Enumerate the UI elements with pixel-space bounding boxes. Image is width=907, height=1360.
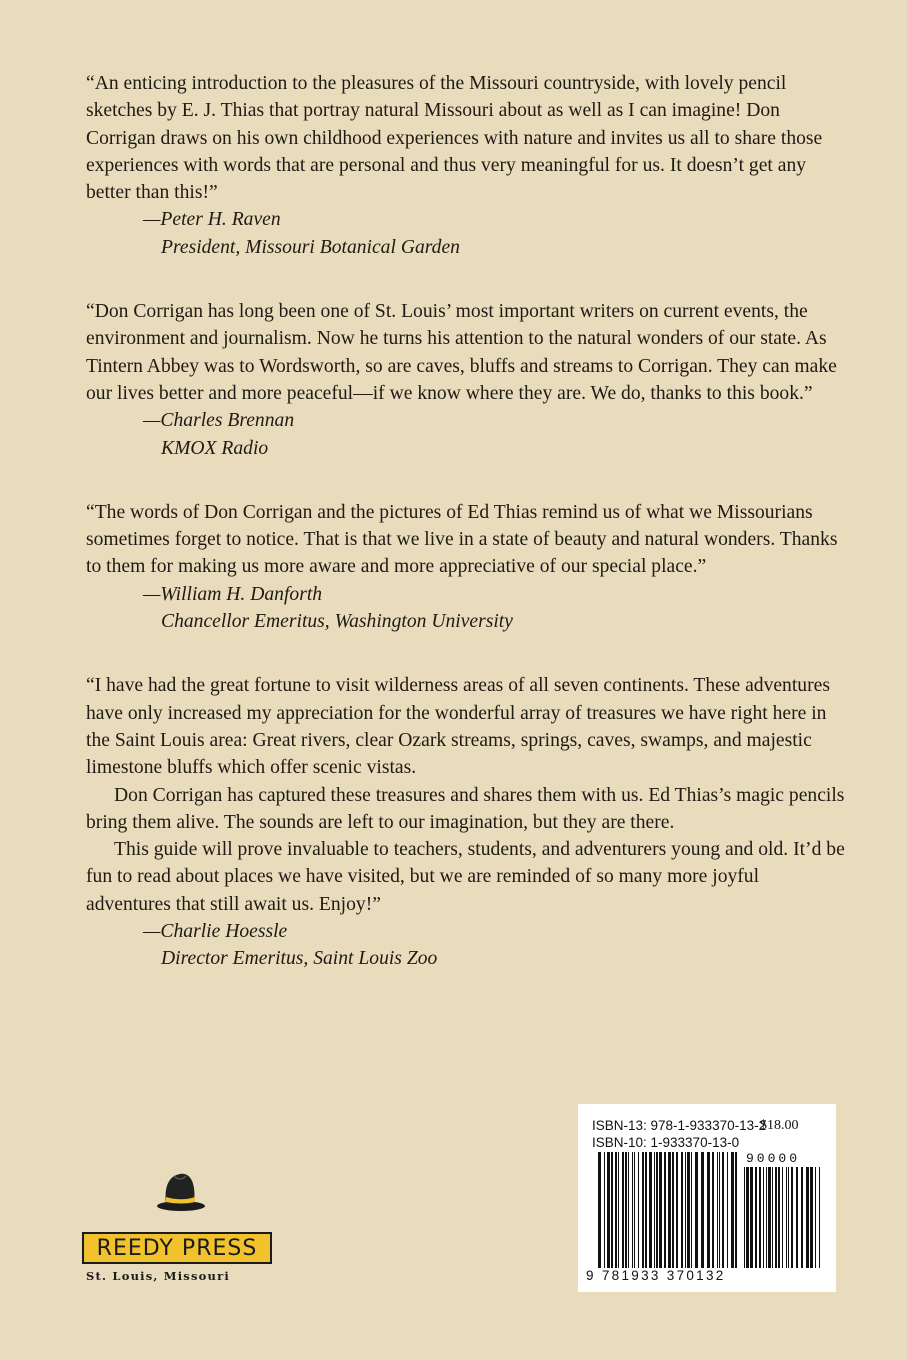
- barcode-bar: [796, 1167, 798, 1268]
- barcode-bar: [782, 1167, 783, 1268]
- barcode-bar: [712, 1152, 714, 1268]
- blurb-danforth: [86, 499, 846, 635]
- barcode-bar: [695, 1152, 698, 1268]
- barcode-bar: [672, 1152, 674, 1268]
- blurb-raven: [86, 70, 846, 261]
- barcode-bar: [768, 1167, 771, 1268]
- price: $18.00: [760, 1118, 799, 1133]
- barcode-bar: [598, 1152, 601, 1268]
- barcode-bar: [763, 1167, 764, 1268]
- barcode-bar: [659, 1152, 662, 1268]
- barcode-bar: [604, 1152, 605, 1268]
- barcode-bar: [615, 1152, 617, 1268]
- barcode-bar: [618, 1152, 619, 1268]
- barcode-bar: [622, 1152, 624, 1268]
- barcode-bar: [819, 1167, 820, 1268]
- blurb-text: “I have had the great fortune to visit wilderness areas of all seven continents. These adventures have only increased my appreciation for the wonderful array of treasures we have right here in the Saint Louis area: Great rivers, clear Ozark streams, springs, caves, swamps, and majestic limestone bluffs which offer scenic vistas.: [86, 675, 830, 779]
- barcode-bar: [727, 1152, 728, 1268]
- blurb-author-title: Director Emeritus, Saint Louis Zoo: [161, 948, 438, 970]
- barcode-bar: [607, 1152, 610, 1268]
- barcode-bar: [649, 1152, 652, 1268]
- blurb-author: —William H. Danforth: [143, 583, 323, 605]
- barcode-bar: [744, 1167, 745, 1268]
- barcode-bar: [717, 1152, 718, 1268]
- blurb-author: —Charles Brennan: [143, 410, 295, 432]
- blurb-author: —Charlie Hoessle: [143, 921, 288, 943]
- barcode-bar: [668, 1152, 671, 1268]
- barcode-bar: [634, 1152, 635, 1268]
- barcode-bar: [628, 1152, 629, 1268]
- barcode-bar: [645, 1152, 647, 1268]
- barcode-bar: [801, 1167, 803, 1268]
- blurb-text: Don Corrigan has captured these treasures and shares them with us. Ed Thias’s magic pencils bring them alive. The sounds are left to our imagination, but they are there.: [86, 784, 845, 833]
- barcode-bar: [750, 1167, 753, 1268]
- barcode-bar: [681, 1152, 683, 1268]
- barcode-bar: [676, 1152, 678, 1268]
- blurb-text: “The words of Don Corrigan and the pictures of Ed Thias remind us of what we Missourians sometimes forget to notice. That is that we live in a state of beauty and natural wonders. Thanks to them for making us more aware and more appreciative of our special place.”: [86, 501, 838, 578]
- barcode-bar: [746, 1167, 749, 1268]
- barcode-bar: [654, 1152, 655, 1268]
- blurb-hoessle: [86, 672, 846, 972]
- ean-barcode: [598, 1152, 738, 1268]
- barcode-bar: [755, 1167, 757, 1268]
- barcode-bar: [701, 1152, 704, 1268]
- publisher-logo: [82, 1168, 282, 1288]
- addon-number: 90000: [746, 1151, 801, 1166]
- blurbs: [86, 70, 846, 1010]
- publisher-location: St. Louis, Missouri: [86, 1269, 230, 1283]
- barcode-bar: [691, 1152, 692, 1268]
- blurb-author: —Peter H. Raven: [143, 209, 281, 231]
- isbn-13: ISBN-13: 978-1-933370-13-2: [592, 1118, 767, 1133]
- addon-barcode: [744, 1167, 824, 1268]
- barcode-bar: [707, 1152, 710, 1268]
- barcode-bar: [775, 1167, 777, 1268]
- barcode-bar: [735, 1152, 737, 1268]
- isbn-10: ISBN-10: 1-933370-13-0: [592, 1135, 740, 1150]
- barcode-bar: [786, 1167, 787, 1268]
- barcode-bar: [687, 1152, 690, 1268]
- barcode-bar: [685, 1152, 686, 1268]
- blurb-author-title: President, Missouri Botanical Garden: [161, 236, 460, 258]
- barcode-bar: [759, 1167, 761, 1268]
- publisher-name: REEDY PRESS: [96, 1235, 258, 1261]
- barcode-bar: [788, 1167, 789, 1268]
- blurb-text: “Don Corrigan has long been one of St. Louis’ most important writers on current events, the environment and journalism. Now he turns his attention to the natural wonders of our state. As Tintern Abbey was to Wordsworth, so are caves, bluffs and streams to Corrigan. They can make our lives better and more peaceful—if we know where they are. We do, thanks to this book.”: [86, 301, 837, 404]
- blurb-author-title: Chancellor Emeritus, Washington University: [161, 611, 513, 633]
- hat-icon: [152, 1168, 208, 1212]
- blurb-author-title: KMOX Radio: [161, 437, 269, 459]
- barcode-bar: [638, 1152, 639, 1268]
- barcode-bar: [719, 1152, 720, 1268]
- barcode-bar: [611, 1152, 613, 1268]
- barcode-bar: [815, 1167, 816, 1268]
- barcode-bar: [731, 1152, 734, 1268]
- barcode-bar: [722, 1152, 724, 1268]
- blurb-text: “An enticing introduction to the pleasures of the Missouri countryside, with lovely pencil sketches by E. J. Thias that portray natural Missouri about as well as I can imagine! Don Corrigan draws on his own childhood experiences with nature and invites us all to share those experiences with words that are personal and thus very meaningful for us. It doesn’t get any better than this!”: [86, 73, 823, 204]
- publisher-name-box: [82, 1232, 272, 1264]
- barcode-bar: [791, 1167, 793, 1268]
- blurb-brennan: [86, 298, 846, 462]
- barcode-bar: [625, 1152, 627, 1268]
- barcode-panel: [578, 1104, 836, 1292]
- barcode-bar: [632, 1152, 633, 1268]
- barcode-bar: [766, 1167, 767, 1268]
- barcode-bar: [772, 1167, 773, 1268]
- barcode-bar: [664, 1152, 666, 1268]
- barcode-bar: [810, 1167, 813, 1268]
- ean-digits: 9 781933 370132: [586, 1268, 726, 1283]
- barcode-bar: [642, 1152, 644, 1268]
- barcode-bar: [806, 1167, 809, 1268]
- blurb-text: This guide will prove invaluable to teachers, students, and adventurers young and old. It’d be fun to read about places we have visited, but we are reminded of so many more joyful adventures that still await us. Enjoy!”: [86, 839, 845, 915]
- barcode-bar: [656, 1152, 658, 1268]
- barcode-bar: [778, 1167, 780, 1268]
